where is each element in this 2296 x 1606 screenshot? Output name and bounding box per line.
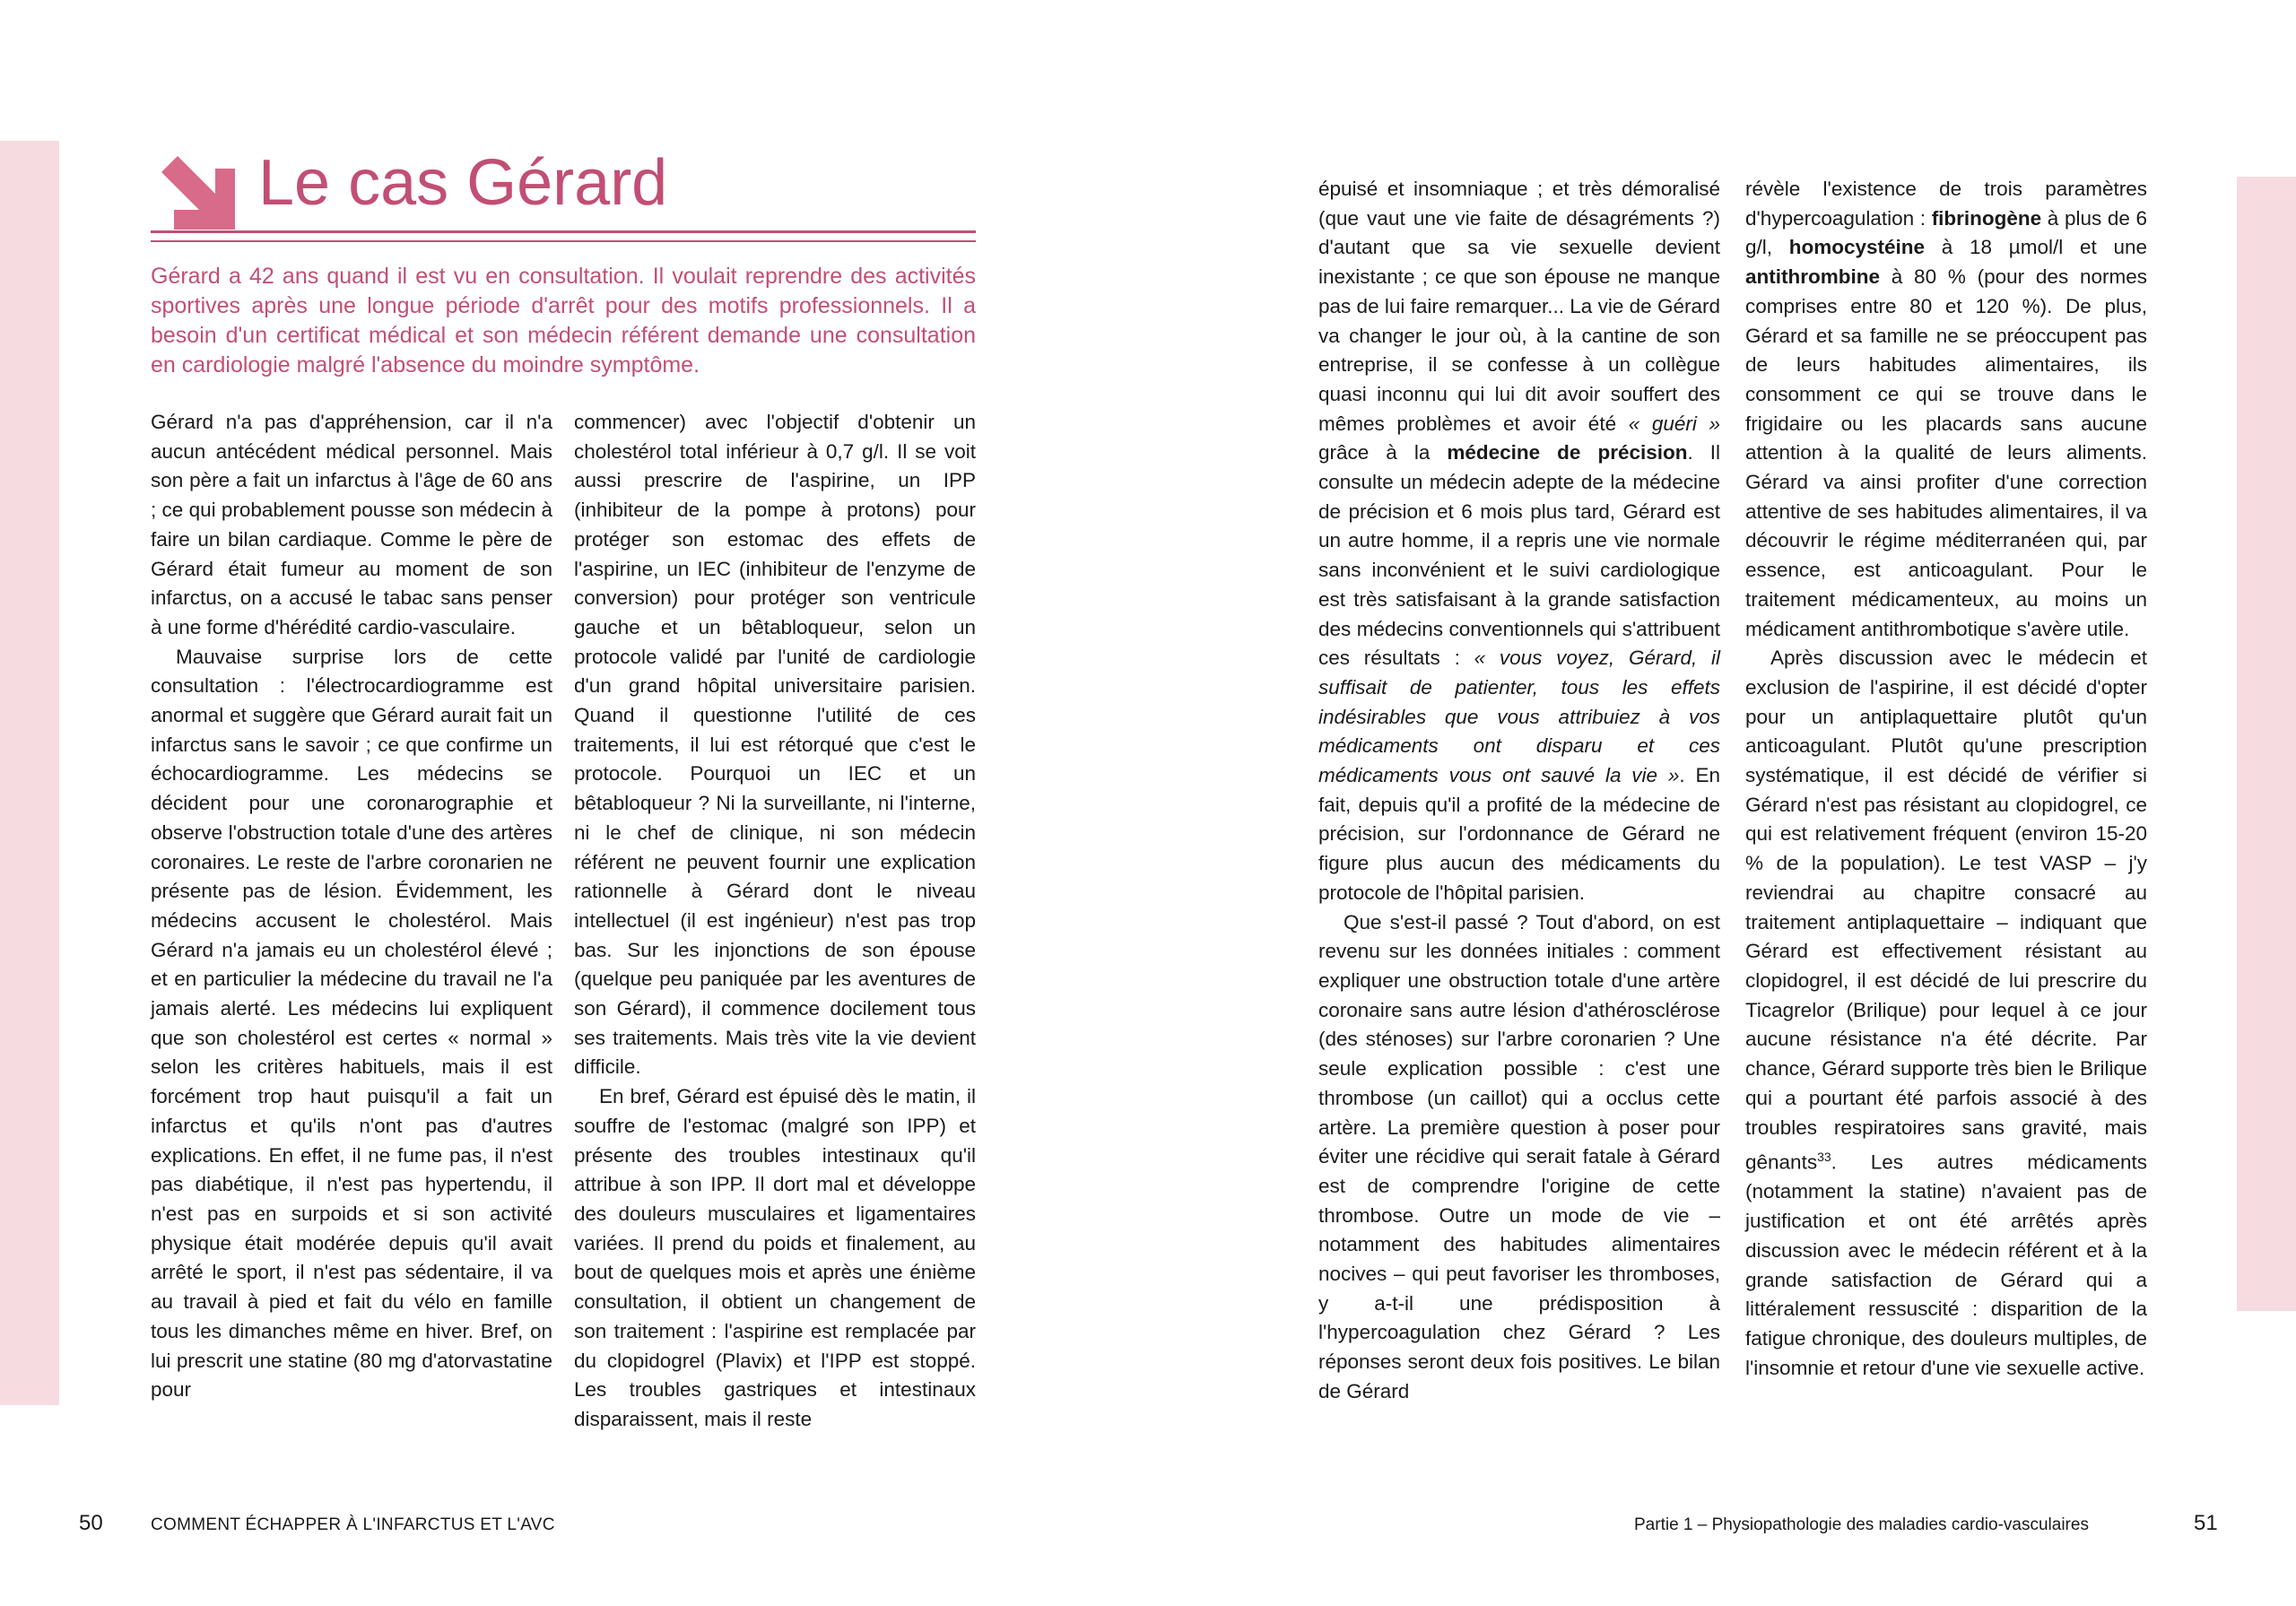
- key-term: antithrombine: [1745, 265, 1880, 289]
- text-run: . Les autres médicaments (notamment la statine) n'avaient pas de justification et ont été arrêtés après discussion avec le médecin référent et à la grande satisfaction de Gérard qui a littéralement ressuscité : disparition de la fatigue chronique, des douleurs multiples, de l'insomnie et retour d'une vie sexuelle active.: [1745, 1150, 2147, 1379]
- paragraph: En bref, Gérard est épuisé dès le matin, il souffre de l'estomac (malgré son IPP) et présente des troubles intestinaux qu'il attribue à son IPP. Il dort mal et développe des douleurs musculaires et ligamentaires variées. Il prend du poids et finalement, au bout de quelques mois et après une énième consultation, il obtient un changement de son traitement : l'aspirine est remplacée par du clopidogrel (Plavix) et l'IPP est stoppé. Les troubles gastriques et intestinaux disparaissent, mais il reste: [574, 1085, 976, 1430]
- paragraph: Que s'est-il passé ? Tout d'abord, on est revenu sur les données initiales : comment expliquer une obstruction totale d'une artère coronaire sans autre lésion d'athérosclérose (des sténoses) sur l'arbre coronarien ? Une seule explication possible : c'est une thrombose (un caillot) qui a occlus cette artère. La première question à poser pour éviter une récidive qui serait fatale à Gérard est de comprendre l'origine de cette thrombose. Outre un mode de vie – notamment des habitudes alimentaires nocives – qui peut favoriser les thromboses, y a-t-il une prédisposition à l'hypercoagulation chez Gérard ? Les réponses seront deux fois positives. Le bilan de Gérard: [1318, 910, 1720, 1402]
- text-run: . En fait, depuis qu'il a profité de la médecine de précision, sur l'ordonnance de Gérard ne figure plus aucun des médicaments du protocole de l'hôpital parisien.: [1318, 764, 1720, 904]
- title-rule-thick: [151, 230, 976, 233]
- text-run: grâce à la: [1318, 441, 1448, 464]
- text-column-1: [151, 408, 552, 1405]
- paragraph: Mauvaise surprise lors de cette consultation : l'électrocardiogramme est anormal et suggère que Gérard aurait fait un infarctus sans le savoir ; ce que confirme un échocardiogramme. Les médecins se décident pour une coronarographie et observe l'obstruction totale d'une des artères coronaires. Le reste de l'arbre coronarien ne présente pas de lésion. Évidemment, les médecins accusent le cholestérol. Mais Gérard n'a jamais eu un cholestérol élevé ; et en particulier la médecine du travail ne l'a jamais alerté. Les médecins lui expliquent que son cholestérol est certes « normal » selon les critères habituels, mais il est forcément trop haut puisqu'il a fait un infarctus et qu'ils n'ont pas d'autres explications. En effet, il ne fume pas, il n'est pas diabétique, il n'est pas hypertendu, il n'est pas en surpoids et si son activité physique était modérée depuis qu'il avait arrêté le sport, il n'est pas sédentaire, il va au travail à pied et fait du vélo en famille tous les dimanches même en hiver. Bref, on lui prescrit une statine (80 mg d'atorvastatine pour: [151, 645, 552, 1402]
- title-rule-thin: [151, 240, 976, 242]
- text-run: épuisé et insomniaque ; et très démoralisé (que vaut une vie faite de désagréments ?) d'autant que sa vie sexuelle devient inexistante ; ce que son épouse ne manque pas de lui faire remarquer... La vie de Gérard va changer le jour où, à la cantine de son entreprise, il se confesse à un collègue quasi inconnu qui lui dit avoir souffert des mêmes problèmes et avoir été: [1318, 178, 1720, 435]
- paragraph: [1745, 175, 2147, 644]
- page-number-right: 51: [2194, 1511, 2218, 1535]
- left-margin-band: [0, 141, 59, 1405]
- chapter-title-block: [151, 143, 976, 251]
- text-run: à plus de 6 g/l,: [1745, 206, 2147, 259]
- key-term: médecine de précision: [1447, 441, 1688, 464]
- paragraph: [1745, 644, 2147, 1383]
- running-title-left: COMMENT ÉCHAPPER À L'INFARCTUS ET L'AVC: [151, 1515, 555, 1534]
- text-column-2: [574, 408, 976, 1435]
- paragraph: Gérard n'a pas d'appréhension, car il n'a aucun antécédent médical personnel. Mais son père a fait un infarctus à l'âge de 60 ans ; ce qui probablement pousse son médecin à faire un bilan cardiaque. Comme le père de Gérard était fumeur au moment de son infarctus, on a accusé le tabac sans penser à une forme d'hérédité cardio-vasculaire.: [151, 411, 552, 638]
- quote-emphasis: « guéri »: [1628, 412, 1720, 435]
- page-number-left: 50: [79, 1511, 103, 1535]
- right-margin-band: [2237, 177, 2296, 1311]
- quote-emphasis: « vous voyez, Gérard, il suffisait de patienter, tous les effets indésirables que vous attribuiez à vos médicaments ont disparu et ces médicaments vous ont sauvé la vie »: [1318, 647, 1720, 787]
- text-column-4: [1745, 175, 2147, 1383]
- text-run: à 80 % (pour des normes comprises entre 80 et 120 %). De plus, Gérard et sa famille ne se préoccupent pas de leurs habitudes alimentaires, ils consomment ce qui se trouve dans le frigidaire ou les placards sans aucune attention à la qualité de leurs aliments. Gérard va ainsi profiter d'une correction attentive de ses habitudes alimentaires, il va découvrir le régime méditerranéen qui, par essence, est anticoagulant. Pour le traitement médicamenteux, au moins un médicament antithrombotique s'avère utile.: [1745, 265, 2147, 640]
- running-title-right: Partie 1 – Physiopathologie des maladies cardio-vasculaires: [1634, 1515, 2089, 1534]
- text-run: à 18 µmol/l et une: [1925, 236, 2147, 259]
- paragraph: commencer) avec l'objectif d'obtenir un cholestérol total inférieur à 0,7 g/l. Il se voit aussi prescrire de l'aspirine, un IPP (inhibiteur de la pompe à protons) pour protéger son estomac des effets de l'aspirine, un IEC (inhibiteur de l'enzyme de conversion) pour protéger son ventricule gauche et un bêtabloqueur, selon un protocole validé par l'unité de cardiologie d'un grand hôpital universitaire parisien. Quand il questionne l'utilité de ces traitements, il lui est rétorqué que c'est le protocole. Pourquoi un IEC et un bêtabloqueur ? Ni la surveillante, ni l'interne, ni le chef de clinique, ni son médecin référent ne peuvent fournir une explication rationnelle à Gérard dont le niveau intellectuel (il est ingénieur) n'est pas trop bas. Sur les injonctions de son épouse (quelque peu paniquée par les aventures de son Gérard), il commence docilement tous ses traitements. Mais très vite la vie devient difficile.: [574, 411, 976, 1079]
- text-run: révèle l'existence de trois paramètres d'hypercoagulation :: [1745, 178, 2147, 230]
- arrow-down-right-icon: [158, 152, 239, 233]
- text-run: . Il consulte un médecin adepte de la médecine de précision et 6 mois plus tard, Gérard est un autre homme, il a repris une vie normale sans inconvénient et le suivi cardiologique est très satisfaisant à la grande satisfaction des médecins conventionnels qui s'attribuent ces résultats :: [1318, 441, 1720, 670]
- text-column-3: [1318, 175, 1720, 1407]
- chapter-title: Le cas Gérard: [258, 147, 668, 219]
- footnote-ref[interactable]: 33: [1817, 1150, 1831, 1165]
- paragraph: [1318, 175, 1720, 908]
- intro-paragraph: Gérard a 42 ans quand il est vu en consultation. Il voulait reprendre des activités sportives après une longue période d'arrêt pour des motifs professionnels. Il a besoin d'un certificat médical et son médecin référent demande une consultation en cardiologie malgré l'absence du moindre symptôme.: [151, 264, 976, 378]
- key-term: homocystéine: [1788, 236, 1926, 259]
- text-run: Après discussion avec le médecin et exclusion de l'aspirine, il est décidé d'opter pour un antiplaquettaire plutôt qu'un anticoagulant. Plutôt qu'une prescription systématique, il est décidé de vérifier si Gérard n'est pas résistant au clopidogrel, ce qui est relativement fréquent (environ 15-20 % de la population). Le test VASP – j'y reviendrai au chapitre consacré au traitement antiplaquettaire – indiquant que Gérard est effectivement résistant au clopidogrel, il est décidé de lui prescrire du Ticagrelor (Brilique) pour lequel à ce jour aucune résistance n'a été décrite. Par chance, Gérard supporte très bien le Brilique qui a pourtant été parfois associé à des troubles respiratoires sans gravité, mais gênants: [1745, 647, 2147, 1174]
- key-term: fibrinogène: [1931, 206, 2042, 230]
